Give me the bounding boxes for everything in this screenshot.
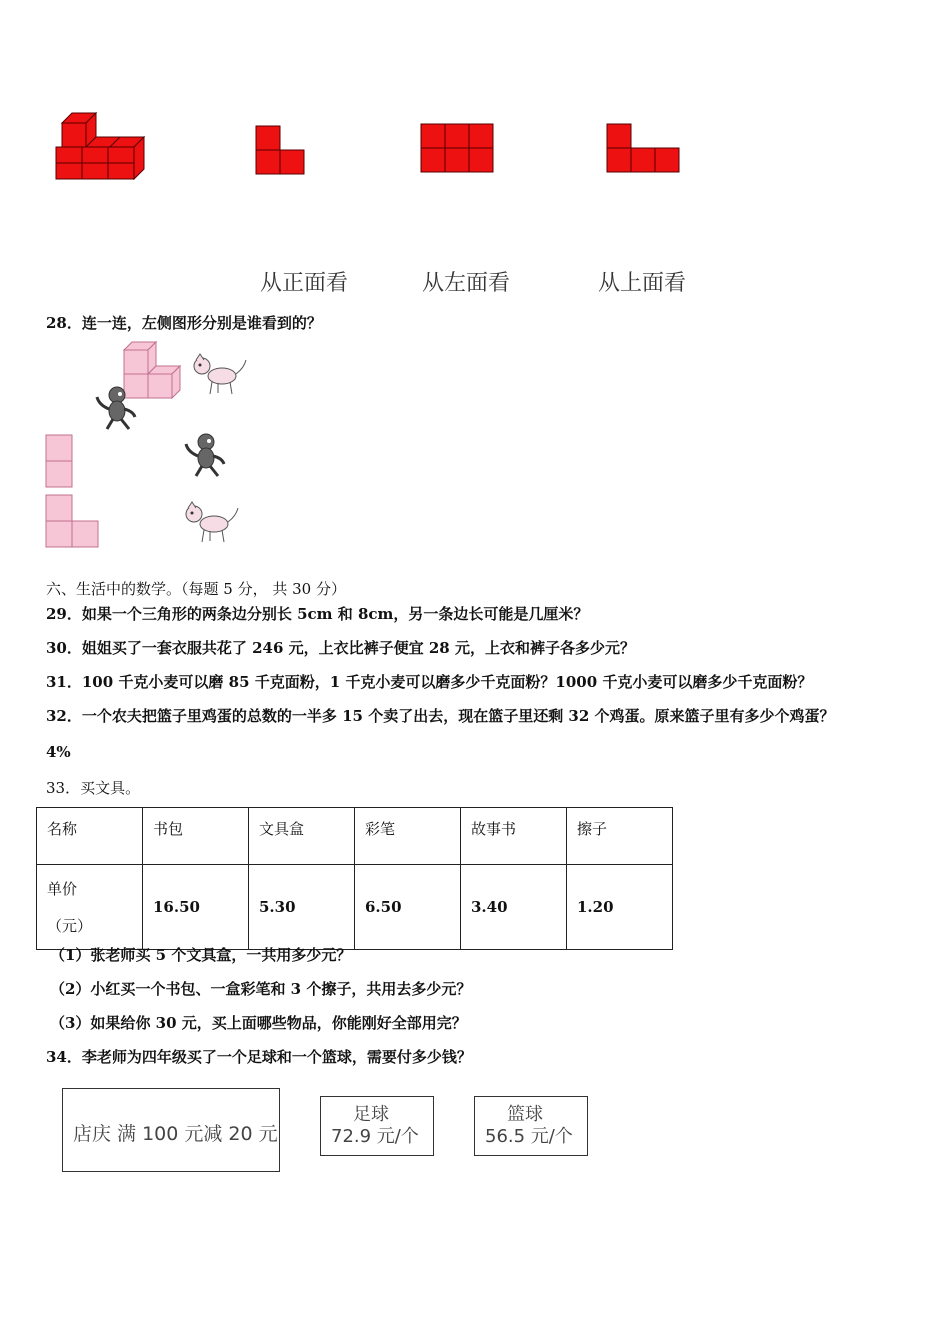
football-name: 足球 — [353, 1104, 389, 1125]
football-price: 72.9 元/个 — [331, 1126, 419, 1147]
table-row — [37, 865, 673, 950]
row-label-unit: （元） — [47, 917, 93, 935]
table-header-row — [37, 808, 673, 865]
table-header-cell: 故事书 — [461, 808, 567, 865]
table-cell: 16.50 — [143, 865, 249, 950]
label-front-view: 从正面看 — [260, 271, 349, 296]
cube-solid-figure — [50, 105, 155, 187]
stray-text: 4% — [46, 743, 71, 761]
question-33-1: （1）张老师买 5 个文具盒，一共用多少元？ — [50, 946, 352, 964]
question-29: 29．如果一个三角形的两条边分别长 5cm 和 8cm，另一条边长可能是几厘米？ — [46, 605, 589, 623]
table-cell: 6.50 — [355, 865, 461, 950]
promo-box — [62, 1088, 280, 1172]
row-label-price: 单价 — [47, 880, 78, 898]
question-33: 33．买文具。 — [46, 779, 141, 797]
question-32: 32．一个农夫把篮子里鸡蛋的总数的一半多 15 个卖了出去，现在篮子里还剩 32 个鸡蛋。原来篮子里有多少个鸡蛋？ — [46, 707, 835, 725]
question-28: 28．连一连，左侧图形分别是谁看到的？ — [46, 314, 322, 332]
question-31: 31．100 千克小麦可以磨 85 千克面粉，1 千克小麦可以磨多少千克面粉？1000 千克小麦可以磨多少千克面粉？ — [46, 673, 813, 691]
price-table — [36, 807, 673, 950]
front-view-figure — [255, 125, 305, 175]
monkey-icon-2 — [182, 432, 226, 478]
top-view-figure — [606, 123, 680, 173]
dog-icon — [190, 352, 248, 396]
question-34: 34．李老师为四年级买了一个足球和一个篮球，需要付多少钱？ — [46, 1048, 472, 1066]
label-top-view: 从上面看 — [598, 271, 687, 296]
question-33-3: （3）如果给你 30 元，买上面哪些物品，你能刚好全部用完？ — [50, 1014, 467, 1032]
section-6-title: 六、生活中的数学。（每题 5 分， 共 30 分） — [46, 580, 346, 598]
monkey-icon — [93, 385, 137, 431]
table-header-cell: 彩笔 — [355, 808, 461, 865]
pink-view-vertical — [45, 434, 73, 488]
football-price-tag — [320, 1096, 434, 1156]
table-header-cell: 名称 — [37, 808, 143, 865]
left-view-figure — [420, 123, 494, 173]
table-header-cell: 文具盒 — [249, 808, 355, 865]
basketball-price-tag — [474, 1096, 588, 1156]
label-left-view: 从左面看 — [422, 271, 511, 296]
pink-view-l-shape — [45, 494, 99, 548]
table-cell: 5.30 — [249, 865, 355, 950]
promo-text: 店庆 满 100 元减 20 元 — [73, 1123, 278, 1145]
question-33-2: （2）小红买一个书包、一盒彩笔和 3 个擦子，共用去多少元？ — [50, 980, 472, 998]
basketball-name: 篮球 — [507, 1104, 543, 1125]
table-header-cell: 书包 — [143, 808, 249, 865]
basketball-price: 56.5 元/个 — [485, 1126, 573, 1147]
question-30: 30．姐姐买了一套衣服共花了 246 元，上衣比裤子便宜 28 元，上衣和裤子各多少元？ — [46, 639, 635, 657]
dog-icon-2 — [182, 500, 240, 544]
row-label-cell — [37, 865, 143, 950]
table-cell: 1.20 — [567, 865, 673, 950]
table-cell: 3.40 — [461, 865, 567, 950]
table-header-cell: 擦子 — [567, 808, 673, 865]
